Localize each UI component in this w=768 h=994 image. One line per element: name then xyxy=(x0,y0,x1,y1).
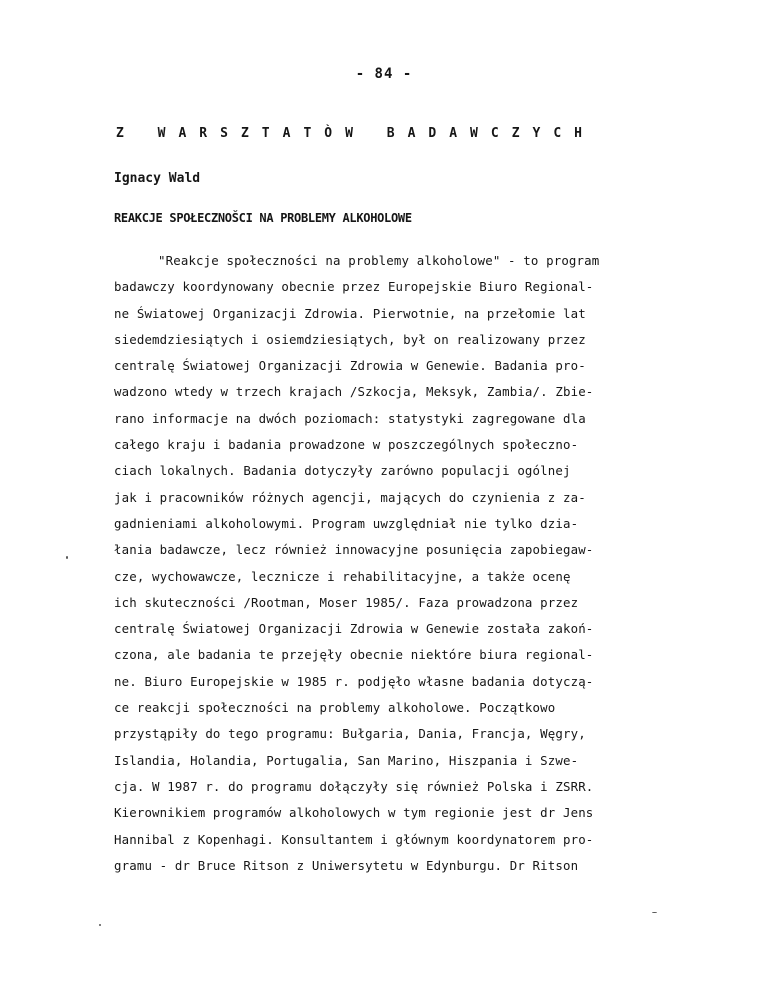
body-line: gadnieniami alkoholowymi. Program uwzględniał nie tylko dzia- xyxy=(114,515,579,531)
body-text xyxy=(114,248,704,879)
body-line: Kierownikiem programów alkoholowych w tym regionie jest dr Jens xyxy=(114,805,594,821)
body-line: centralę Światowej Organizacji Zdrowia w Genewie została zakoń- xyxy=(114,621,594,637)
body-line: ne. Biuro Europejskie w 1985 r. podjęło własne badania dotyczą- xyxy=(114,673,594,689)
body-line: centralę Światowej Organizacji Zdrowia w Genewie. Badania pro- xyxy=(114,358,586,374)
body-line: siedemdziesiątych i osiemdziesiątych, był on realizowany przez xyxy=(114,331,586,347)
body-line: cja. W 1987 r. do programu dołączyły się również Polska i ZSRR. xyxy=(114,778,594,794)
article-title: REAKCJE SPOŁECZNOŠCI NA PROBLEMY ALKOHOLOWE xyxy=(114,211,412,225)
body-line: rano informacje na dwóch poziomach: statystyki zagregowane dla xyxy=(114,410,586,426)
body-line: ich skuteczności /Rootman, Moser 1985/. Faza prowadzona przez xyxy=(114,594,579,610)
body-line: Hannibal z Kopenhagi. Konsultantem i głównym koordynatorem pro- xyxy=(114,831,594,847)
body-line: całego kraju i badania prowadzone w poszczególnych społeczno- xyxy=(114,437,579,453)
scan-speck xyxy=(66,556,68,559)
body-line: jak i pracowników różnych agencji, mających do czynienia z za- xyxy=(114,489,586,505)
body-line: łania badawcze, lecz również innowacyjne posunięcia zapobiegaw- xyxy=(114,542,594,558)
body-line: czona, ale badania te przejęły obecnie niektóre biura regional- xyxy=(114,647,594,663)
page-number: - 84 - xyxy=(355,66,413,82)
body-line: ciach lokalnych. Badania dotyczyły zarówno populacji ogólnej xyxy=(114,463,571,479)
body-line: przystąpiły do tego programu: Bułgaria, Dania, Francja, Węgry, xyxy=(114,726,586,742)
author-name: Ignacy Wald xyxy=(114,171,201,186)
body-line: wadzono wtedy w trzech krajach /Szkocja, Meksyk, Zambia/. Zbie- xyxy=(114,384,594,400)
body-line: ne Światowej Organizacji Zdrowia. Pierwotnie, na przełomie lat xyxy=(114,305,586,321)
body-line: gramu - dr Bruce Ritson z Uniwersytetu w Edynburgu. Dr Ritson xyxy=(114,857,579,873)
body-line: Islandia, Holandia, Portugalia, San Marino, Hiszpania i Szwe- xyxy=(114,752,579,768)
scan-speck xyxy=(99,924,101,926)
section-title: Z WARSZTATÒW BADAWCZYCH xyxy=(116,126,596,141)
body-line: cze, wychowawcze, lecznicze i rehabilitacyjne, a także ocenę xyxy=(114,568,571,584)
body-line: badawczy koordynowany obecnie przez Europejskie Biuro Regional- xyxy=(114,279,594,295)
body-line: ce reakcji społeczności na problemy alkoholowe. Początkowo xyxy=(114,700,556,716)
scan-speck xyxy=(652,912,657,913)
body-line: "Reakcje społeczności na problemy alkoholowe" - to program xyxy=(158,253,600,268)
